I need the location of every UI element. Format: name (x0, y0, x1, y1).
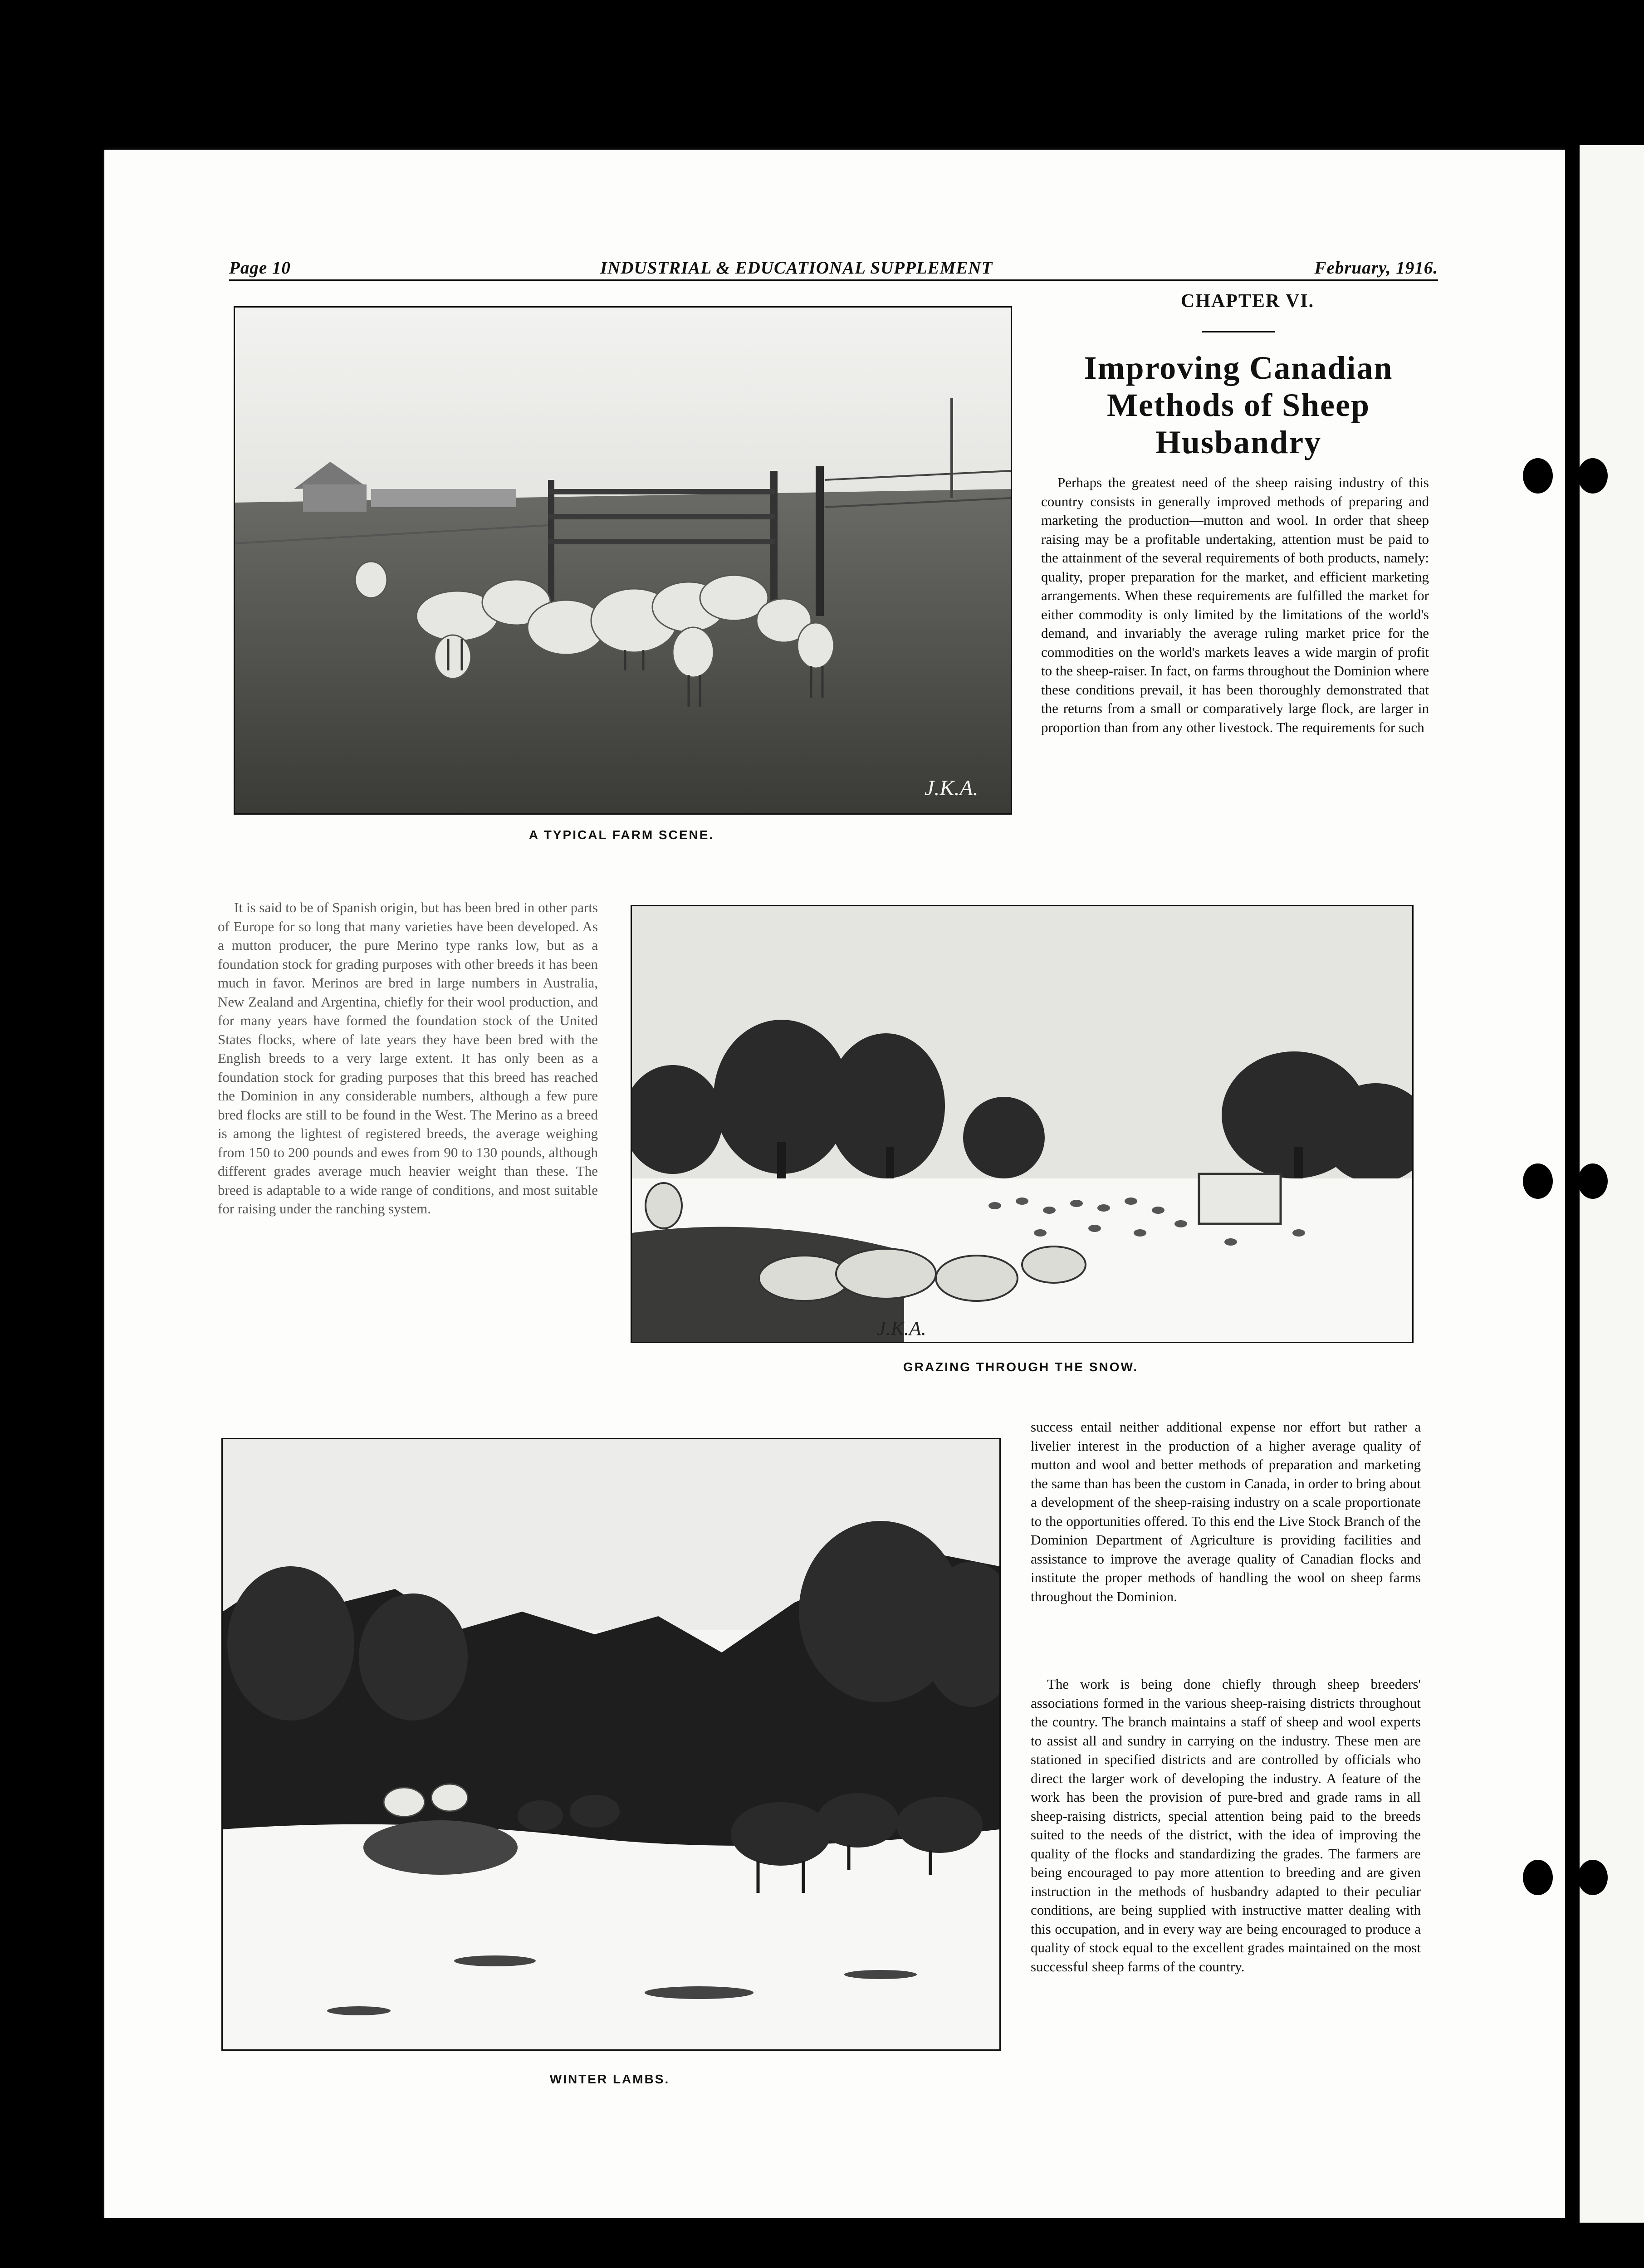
winter-lambs-photo (221, 1438, 1001, 2051)
binder-hole (1578, 1163, 1608, 1199)
header-rule (229, 279, 1438, 281)
running-header (229, 258, 1438, 280)
binder-hole (1523, 1860, 1553, 1895)
issue-date: February, 1916. (1314, 258, 1438, 278)
page-gutter-shadow (1565, 145, 1580, 2223)
work-paragraph: The work is being done chiefly through sheep breeders' associations formed in the various sheep-raising districts throughout the country. The branch maintains a staff of sheep and wool experts to assist all and sundry in carrying on the industry. These men are stationed in specified districts and are controlled by officials who direct the larger work of developing the industry. A feature of the work has been the provision of pure-bred and grade rams in all sheep-raising districts, special attention being paid to the breeds suited to the needs of the district, with the idea of improving the quality of the flocks and standardizing the grades. The farmers are being encouraged to pay more attention to breeding and are given instruction in the methods of husbandry adapted to their peculiar conditions, are being supplied with instructive matter dealing with this occupation, and in every way are being encouraged to produce a quality of stock equal to the excellent grades maintained on the most successful sheep farms of the country. (1031, 1676, 1421, 1975)
merino-paragraph: It is said to be of Spanish origin, but has been bred in other parts of Europe for so long that many varieties have been developed. As a mutton producer, the pure Merino type ranks low, but as a foundation stock for grading purposes with other breeds it has been much in favor. Merinos are bred in large numbers in Australia, New Zealand and Argentina, chiefly for their wool production, and for many years have formed the foundation stock of the United States flocks, where of late years they have been bred with the English breeds to a very large extent. It has only been as a foundation stock for grading purposes that this breed has reached the Dominion in any considerable numbers, although a few pure bred flocks are still to be found in the West. The Merino as a breed is among the lightest of registered breeds, the average weighing from 150 to 200 pounds and ewes from 90 to 130 pounds, although different grades average much heavier weight than these. The breed is adaptable to a wide range of conditions, and most suitable for raising under the ranching system. (218, 899, 598, 1217)
publication-title: INDUSTRIAL & EDUCATIONAL SUPPLEMENT (600, 258, 993, 278)
farm-scene-photo (234, 306, 1012, 815)
intro-paragraph: Perhaps the greatest need of the sheep raising industry of this country consists in generally improved methods of preparing and marketing the production—mutton and wool. In order that sheep raising may be a profitable undertaking, attention must be paid to the attainment of the several requirements of both products, namely: quality, proper preparation for the market, and efficient marketing arrangements. When these requirements are fulfilled the market for either commodity is only limited by the limitations of the world's demand, and invariably the average ruling market price for the commodities on the world's markets leaves a wide margin of profit to the sheep-raiser. In fact, on farms throughout the Dominion where these conditions prevail, it has been thoroughly demonstrated that the returns from a small or comparatively large flock, are larger in proportion than from any other livestock. The requirements for such (1041, 474, 1429, 735)
chapter-rule (1202, 331, 1275, 332)
article-title (1039, 349, 1438, 461)
lambs-photo-caption: WINTER LAMBS. (549, 2072, 670, 2086)
binder-hole (1523, 1163, 1553, 1199)
binder-hole (1523, 458, 1553, 494)
chapter-label: CHAPTER VI. (1180, 291, 1315, 312)
snow-photo-credit: J.K.A. (877, 1317, 926, 1339)
article-title-line: Methods of Sheep (1106, 387, 1370, 423)
page-number: Page 10 (229, 258, 291, 278)
farm-photo-caption: A TYPICAL FARM SCENE. (528, 828, 714, 842)
snow-grazing-photo (631, 905, 1414, 1343)
binder-hole (1578, 1860, 1608, 1895)
continued-paragraph: success entail neither additional expense nor effort but rather a livelier interest in the production of a higher average quality of mutton and wool and better methods of preparation and marketing the same than has been the custom in Canada, in order to bring about a development of the sheep-raising industry on a scale proportionate to the opportunities offered. To this end the Live Stock Branch of the Dominion Department of Agriculture is providing facilities and assistance to improve the average quality of Canadian flocks and institute the proper methods of handling the wool on sheep farms throughout the Dominion. (1031, 1419, 1421, 1604)
article-title-line: Husbandry (1155, 424, 1322, 460)
article-title-line: Improving Canadian (1084, 350, 1393, 386)
snow-photo-caption: GRAZING THROUGH THE SNOW. (903, 1360, 1139, 1374)
binder-hole (1578, 458, 1608, 494)
farm-photo-credit: J.K.A. (925, 776, 979, 800)
